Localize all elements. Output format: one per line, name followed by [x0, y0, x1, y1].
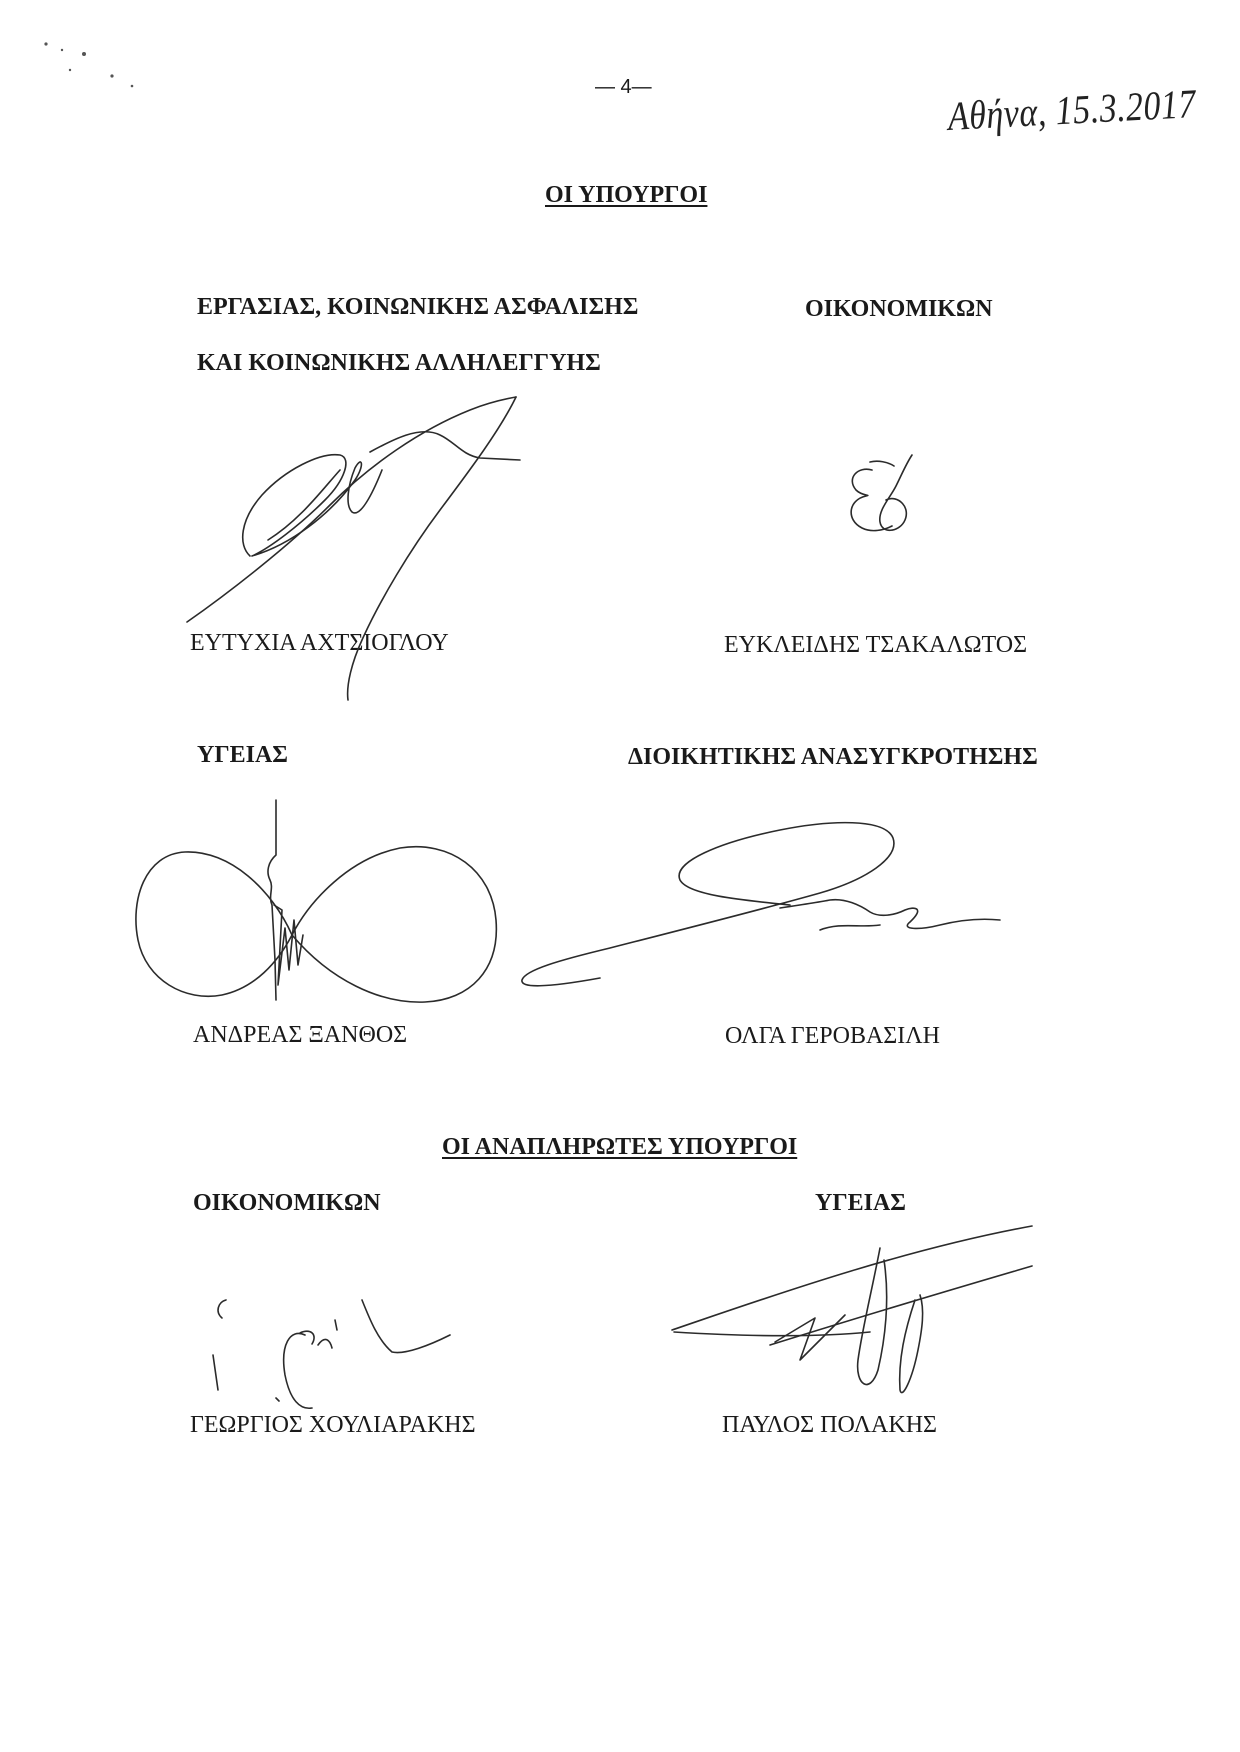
scan-specks [44, 42, 133, 87]
signature-stroke [218, 1300, 226, 1318]
signatory-name-finance: ΕΥΚΛΕΙΔΗΣ ΤΣΑΚΑΛΩΤΟΣ [724, 632, 1028, 658]
ministry-labour-line1: ΕΡΓΑΣΙΑΣ, ΚΟΙΝΩΝΙΚΗΣ ΑΣΦΑΛΙΣΗΣ [197, 294, 639, 320]
signature-stroke [674, 1332, 870, 1336]
signature-stroke [858, 1248, 887, 1384]
signature-stroke [292, 847, 496, 1002]
signature-stroke [900, 1295, 923, 1393]
signature-tsakalotos [851, 455, 912, 531]
signature-stroke [318, 1339, 332, 1348]
handwritten-date: Αθήνα, 15.3.2017 [946, 82, 1198, 140]
signature-stroke [274, 905, 303, 985]
signatory-name-labour: ΕΥΤΥΧΙΑ ΑΧΤΣΙΟΓΛΟΥ [190, 630, 449, 656]
signature-polakis [672, 1226, 1032, 1393]
signature-stroke [300, 1331, 314, 1344]
signature-stroke [851, 469, 892, 530]
signature-stroke [820, 925, 880, 930]
signatory-name-health: ΑΝΔΡΕΑΣ ΞΑΝΘΟΣ [193, 1022, 408, 1048]
signature-stroke [522, 823, 894, 986]
signature-stroke [136, 852, 292, 996]
signature-stroke [672, 1226, 1032, 1330]
signature-stroke [362, 1300, 450, 1353]
signature-stroke [268, 800, 276, 1000]
signature-stroke [780, 900, 1000, 929]
page-number: — 4— [595, 76, 652, 98]
signature-stroke [775, 1315, 845, 1360]
signature-stroke [335, 1320, 337, 1330]
signature-stroke [870, 461, 894, 466]
signature-stroke [213, 1355, 218, 1390]
alt-ministry-finance: ΟΙΚΟΝΟΜΙΚΩΝ [193, 1190, 381, 1216]
signature-stroke [370, 432, 520, 460]
signature-gerovasili [522, 823, 1000, 986]
signatory-name-alt-finance: ΓΕΩΡΓΙΟΣ ΧΟΥΛΙΑΡΑΚΗΣ [190, 1412, 476, 1438]
ministry-health: ΥΓΕΙΑΣ [197, 742, 288, 768]
ministry-finance: ΟΙΚΟΝΟΜΙΚΩΝ [805, 296, 993, 322]
signatory-name-alt-health: ΠΑΥΛΟΣ ΠΟΛΑΚΗΣ [722, 1412, 938, 1438]
signature-stroke [880, 455, 912, 530]
signature-stroke [276, 1398, 279, 1401]
signatory-name-administrative-reconstruction: ΟΛΓΑ ΓΕΡΟΒΑΣΙΛΗ [725, 1023, 941, 1049]
signature-stroke [268, 470, 340, 540]
alt-ministry-health: ΥΓΕΙΑΣ [815, 1190, 906, 1216]
ministry-labour-line2: ΚΑΙ ΚΟΙΝΩΝΙΚΗΣ ΑΛΛΗΛΕΓΓΥΗΣ [197, 350, 601, 376]
ministry-administrative-reconstruction: ΔΙΟΙΚΗΤΙΚΗΣ ΑΝΑΣΥΓΚΡΟΤΗΣΗΣ [628, 744, 1038, 770]
signature-stroke [187, 397, 516, 622]
signature-stroke [243, 455, 382, 556]
signature-stroke [284, 1333, 312, 1408]
section-title-ministers: ΟΙ ΥΠΟΥΡΓΟΙ [545, 182, 708, 208]
signature-houliarakis [213, 1300, 450, 1408]
signature-xanthos [136, 800, 496, 1002]
section-title-alternate-ministers: ΟΙ ΑΝΑΠΛΗΡΩΤΕΣ ΥΠΟΥΡΓΟΙ [442, 1134, 798, 1160]
signature-stroke [770, 1266, 1032, 1345]
